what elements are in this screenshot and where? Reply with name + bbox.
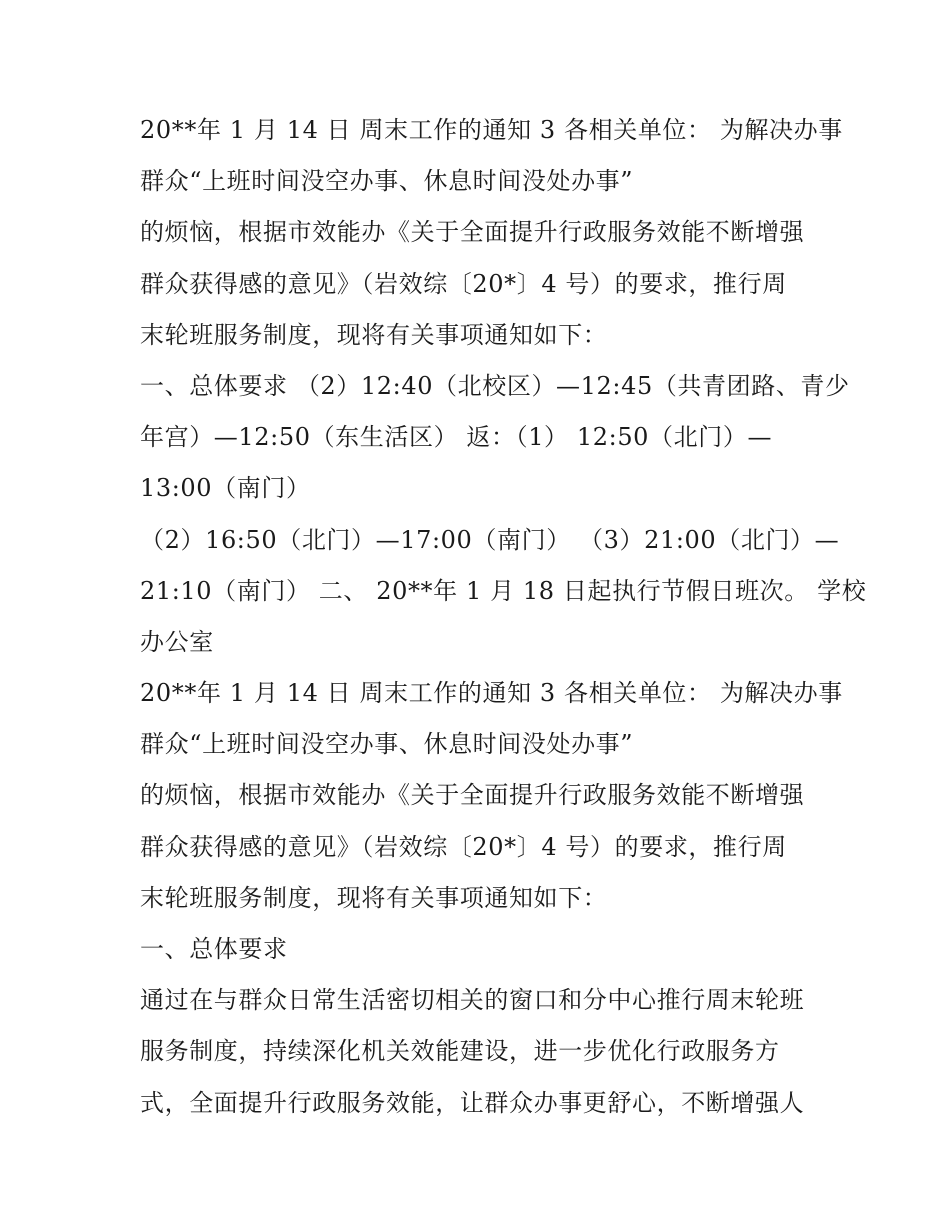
text-line: 一、总体要求 [140,935,288,963]
text-line: （2）16:50（北门）—17:00（南门） （3）21:00（北门）— [140,525,840,554]
text-line: 群众“上班时间没空办事、休息时间没处办事” [140,167,634,196]
text-line: 群众获得感的意见》（岩效综〔20*〕4 号）的要求，推行周 [140,269,787,298]
text-line: 20**年 1 月 14 日 周末工作的通知 3 各相关单位： 为解决办事 [140,116,843,144]
text-line: 末轮班服务制度，现将有关事项通知如下： [140,883,608,912]
text-line: 20**年 1 月 14 日 周末工作的通知 3 各相关单位： 为解决办事 [140,679,843,708]
text-line: 办公室 [140,627,214,656]
text-line: 式，全面提升行政服务效能，让群众办事更舒心，不断增强人 [140,1088,805,1117]
text-line: 13:00（南门） [140,474,311,503]
text-line: 的烦恼，根据市效能办《关于全面提升行政服务效能不断增强 [140,218,805,247]
text-line: 一、总体要求 （2）12:40（北校区）—12:45（共青团路、青少 [140,371,850,400]
text-line: 末轮班服务制度，现将有关事项通知如下： [140,320,608,349]
text-line: 群众获得感的意见》（岩效综〔20*〕4 号）的要求，推行周 [140,832,787,861]
text-line: 年宫）—12:50（东生活区） 返：（1） 12:50（北门）— [140,423,773,452]
text-line: 群众“上班时间没空办事、休息时间没处办事” [140,730,634,759]
text-line: 通过在与群众日常生活密切相关的窗口和分中心推行周末轮班 [140,986,805,1015]
document-body [140,105,867,1129]
text-line: 21:10（南门） 二、 20**年 1 月 18 日起执行节假日班次。 学校 [140,576,867,605]
text-line: 的烦恼，根据市效能办《关于全面提升行政服务效能不断增强 [140,781,805,810]
text-line: 服务制度，持续深化机关效能建设，进一步优化行政服务方 [140,1037,780,1066]
